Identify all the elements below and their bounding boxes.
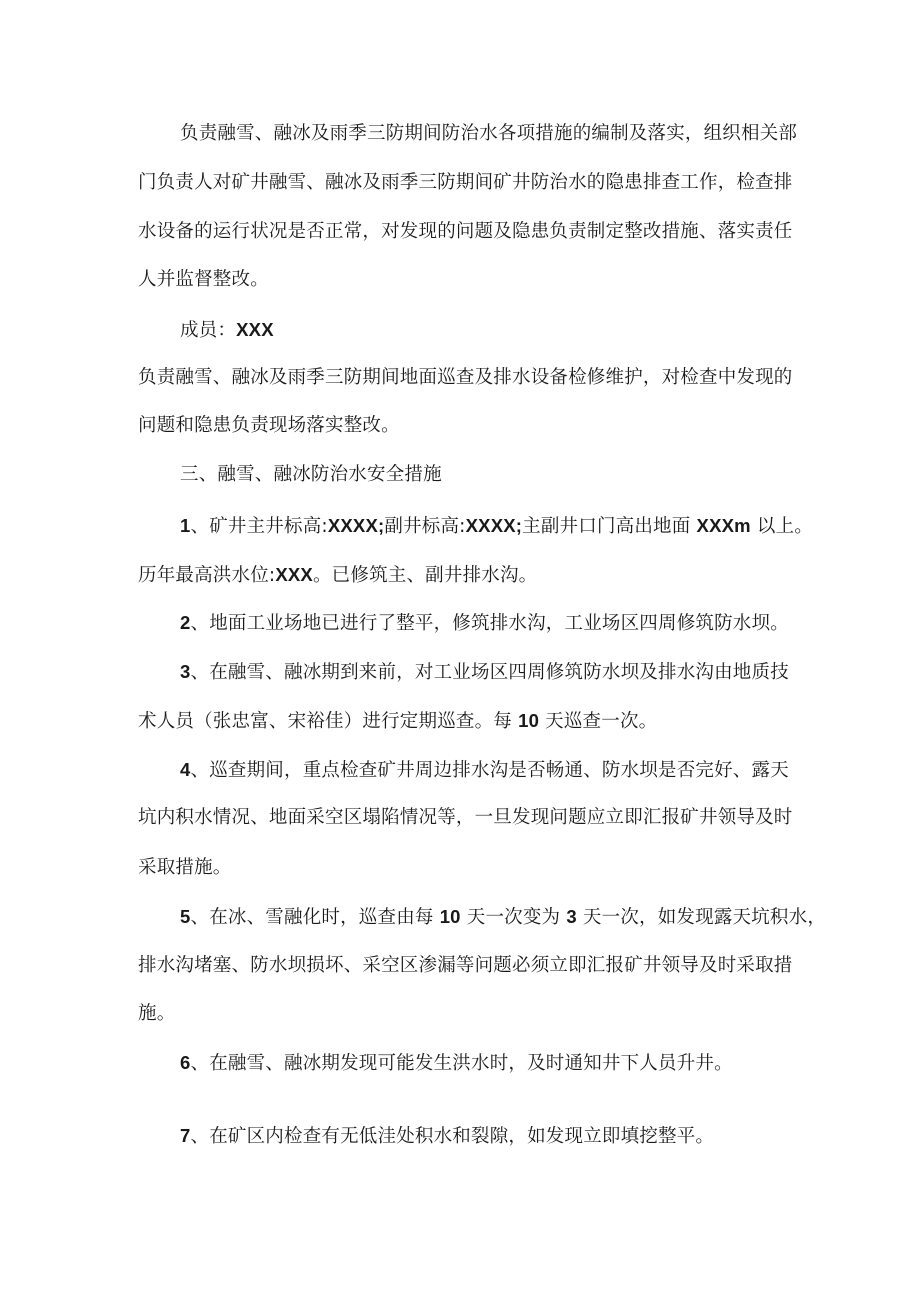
bold-text-segment: XXX (236, 319, 274, 340)
bold-text-segment: 7 (180, 1125, 191, 1146)
bold-text-segment: XXXX; (327, 515, 385, 536)
text-segment: 术人员（张忠富、宋裕佳）进行定期巡查。每 (138, 711, 519, 732)
text-segment: 、在融雪、融冰期到来前，对工业场区四周修筑防水坝及排水沟由地质技 (190, 662, 789, 683)
text-segment: 天巡查一次。 (539, 711, 658, 732)
text-segment: 坑内积水情况、地面采空区塌陷情况等，一旦发现问题应立即汇报矿井领导及时 (138, 807, 793, 828)
text-segment: 人并监督整改。 (138, 269, 269, 290)
text-segment: 负责融雪、融冰及雨季三防期间地面巡查及排水设备检修维护，对检查中发现的 (138, 367, 793, 388)
text-segment: 天一次，如发现露天坑积水， (576, 907, 827, 928)
bold-text-segment: 10 (518, 710, 540, 731)
bold-text-segment: XXXX; (465, 515, 523, 536)
item-3-line-1 (180, 660, 789, 685)
text-segment: 、巡查期间，重点检查矿井周边排水沟是否畅通、防水坝是否完好、露天 (190, 760, 789, 781)
bold-text-segment: 3 (180, 661, 191, 682)
bold-text-segment: 2 (180, 612, 191, 633)
text-segment: 历年最高洪水位: (138, 565, 276, 586)
bold-text-segment: 6 (180, 1052, 191, 1073)
bold-text-segment: 3 (566, 906, 577, 927)
text-segment: 、在融雪、融冰期发现可能发生洪水时，及时通知井下人员升井。 (190, 1053, 733, 1074)
text-segment: 负责融雪、融冰及雨季三防期间防治水各项措施的编制及落实，组织相关部 (180, 123, 798, 144)
bold-text-segment: 5 (180, 906, 191, 927)
paragraph-leader-duties-line-1 (180, 122, 797, 146)
text-segment: 天一次变为 (460, 907, 567, 928)
item-3-line-2 (138, 709, 657, 734)
paragraph-leader-duties-line-4 (138, 268, 269, 292)
paragraph-member-duties-line-1 (138, 366, 793, 390)
text-segment: 门负责人对矿井融雪、融冰及雨季三防期间矿井防治水的隐患排查工作，检查排 (138, 172, 793, 193)
item-4-line-3 (138, 856, 232, 880)
paragraph-leader-duties-line-2 (138, 171, 793, 195)
item-4-line-1 (180, 758, 789, 783)
item-4-line-2 (138, 806, 793, 830)
bold-text-segment: 10 (439, 906, 461, 927)
item-5-line-3 (138, 1002, 175, 1026)
paragraph-leader-duties-line-3 (138, 220, 793, 244)
text-segment: 采取措施。 (138, 857, 232, 878)
item-1-line-2 (138, 563, 537, 588)
bold-text-segment: XXX (275, 564, 313, 585)
members-label (180, 318, 274, 343)
text-segment: 、地面工业场地已进行了整平，修筑排水沟，工业场区四周修筑防水坝。 (190, 613, 789, 634)
text-segment: 成员： (180, 320, 237, 341)
text-segment: 主副井口门高出地面 (522, 516, 697, 537)
text-segment: 以上。 (750, 516, 813, 537)
section-heading-3 (180, 463, 442, 487)
text-segment: 水设备的运行状况是否正常，对发现的问题及隐患负责制定整改措施、落实责任 (138, 221, 793, 242)
item-7-line-1 (180, 1124, 714, 1149)
bold-text-segment: XXXm (696, 515, 751, 536)
paragraph-member-duties-line-2 (138, 414, 400, 438)
text-segment: 副井标高: (384, 516, 466, 537)
text-segment: 。已修筑主、副井排水沟。 (312, 565, 538, 586)
bold-text-segment: 1 (180, 515, 191, 536)
text-segment: 排水沟堵塞、防水坝损坏、采空区渗漏等问题必须立即汇报矿井领导及时采取措 (138, 955, 793, 976)
item-5-line-1 (180, 905, 826, 930)
text-segment: 、在冰、雪融化时，巡查由每 (190, 907, 440, 928)
item-1-line-1 (180, 514, 813, 539)
item-6-line-1 (180, 1051, 733, 1076)
text-segment: 施。 (138, 1003, 176, 1024)
text-segment: 三、融雪、融冰防治水安全措施 (180, 464, 442, 485)
text-segment: 、在矿区内检查有无低洼处积水和裂隙，如发现立即填挖整平。 (190, 1126, 715, 1147)
item-5-line-2 (138, 954, 793, 978)
text-segment: 问题和隐患负责现场落实整改。 (138, 415, 400, 436)
text-segment: 、矿井主井标高: (190, 516, 328, 537)
item-2-line-1 (180, 611, 789, 636)
bold-text-segment: 4 (180, 759, 191, 780)
